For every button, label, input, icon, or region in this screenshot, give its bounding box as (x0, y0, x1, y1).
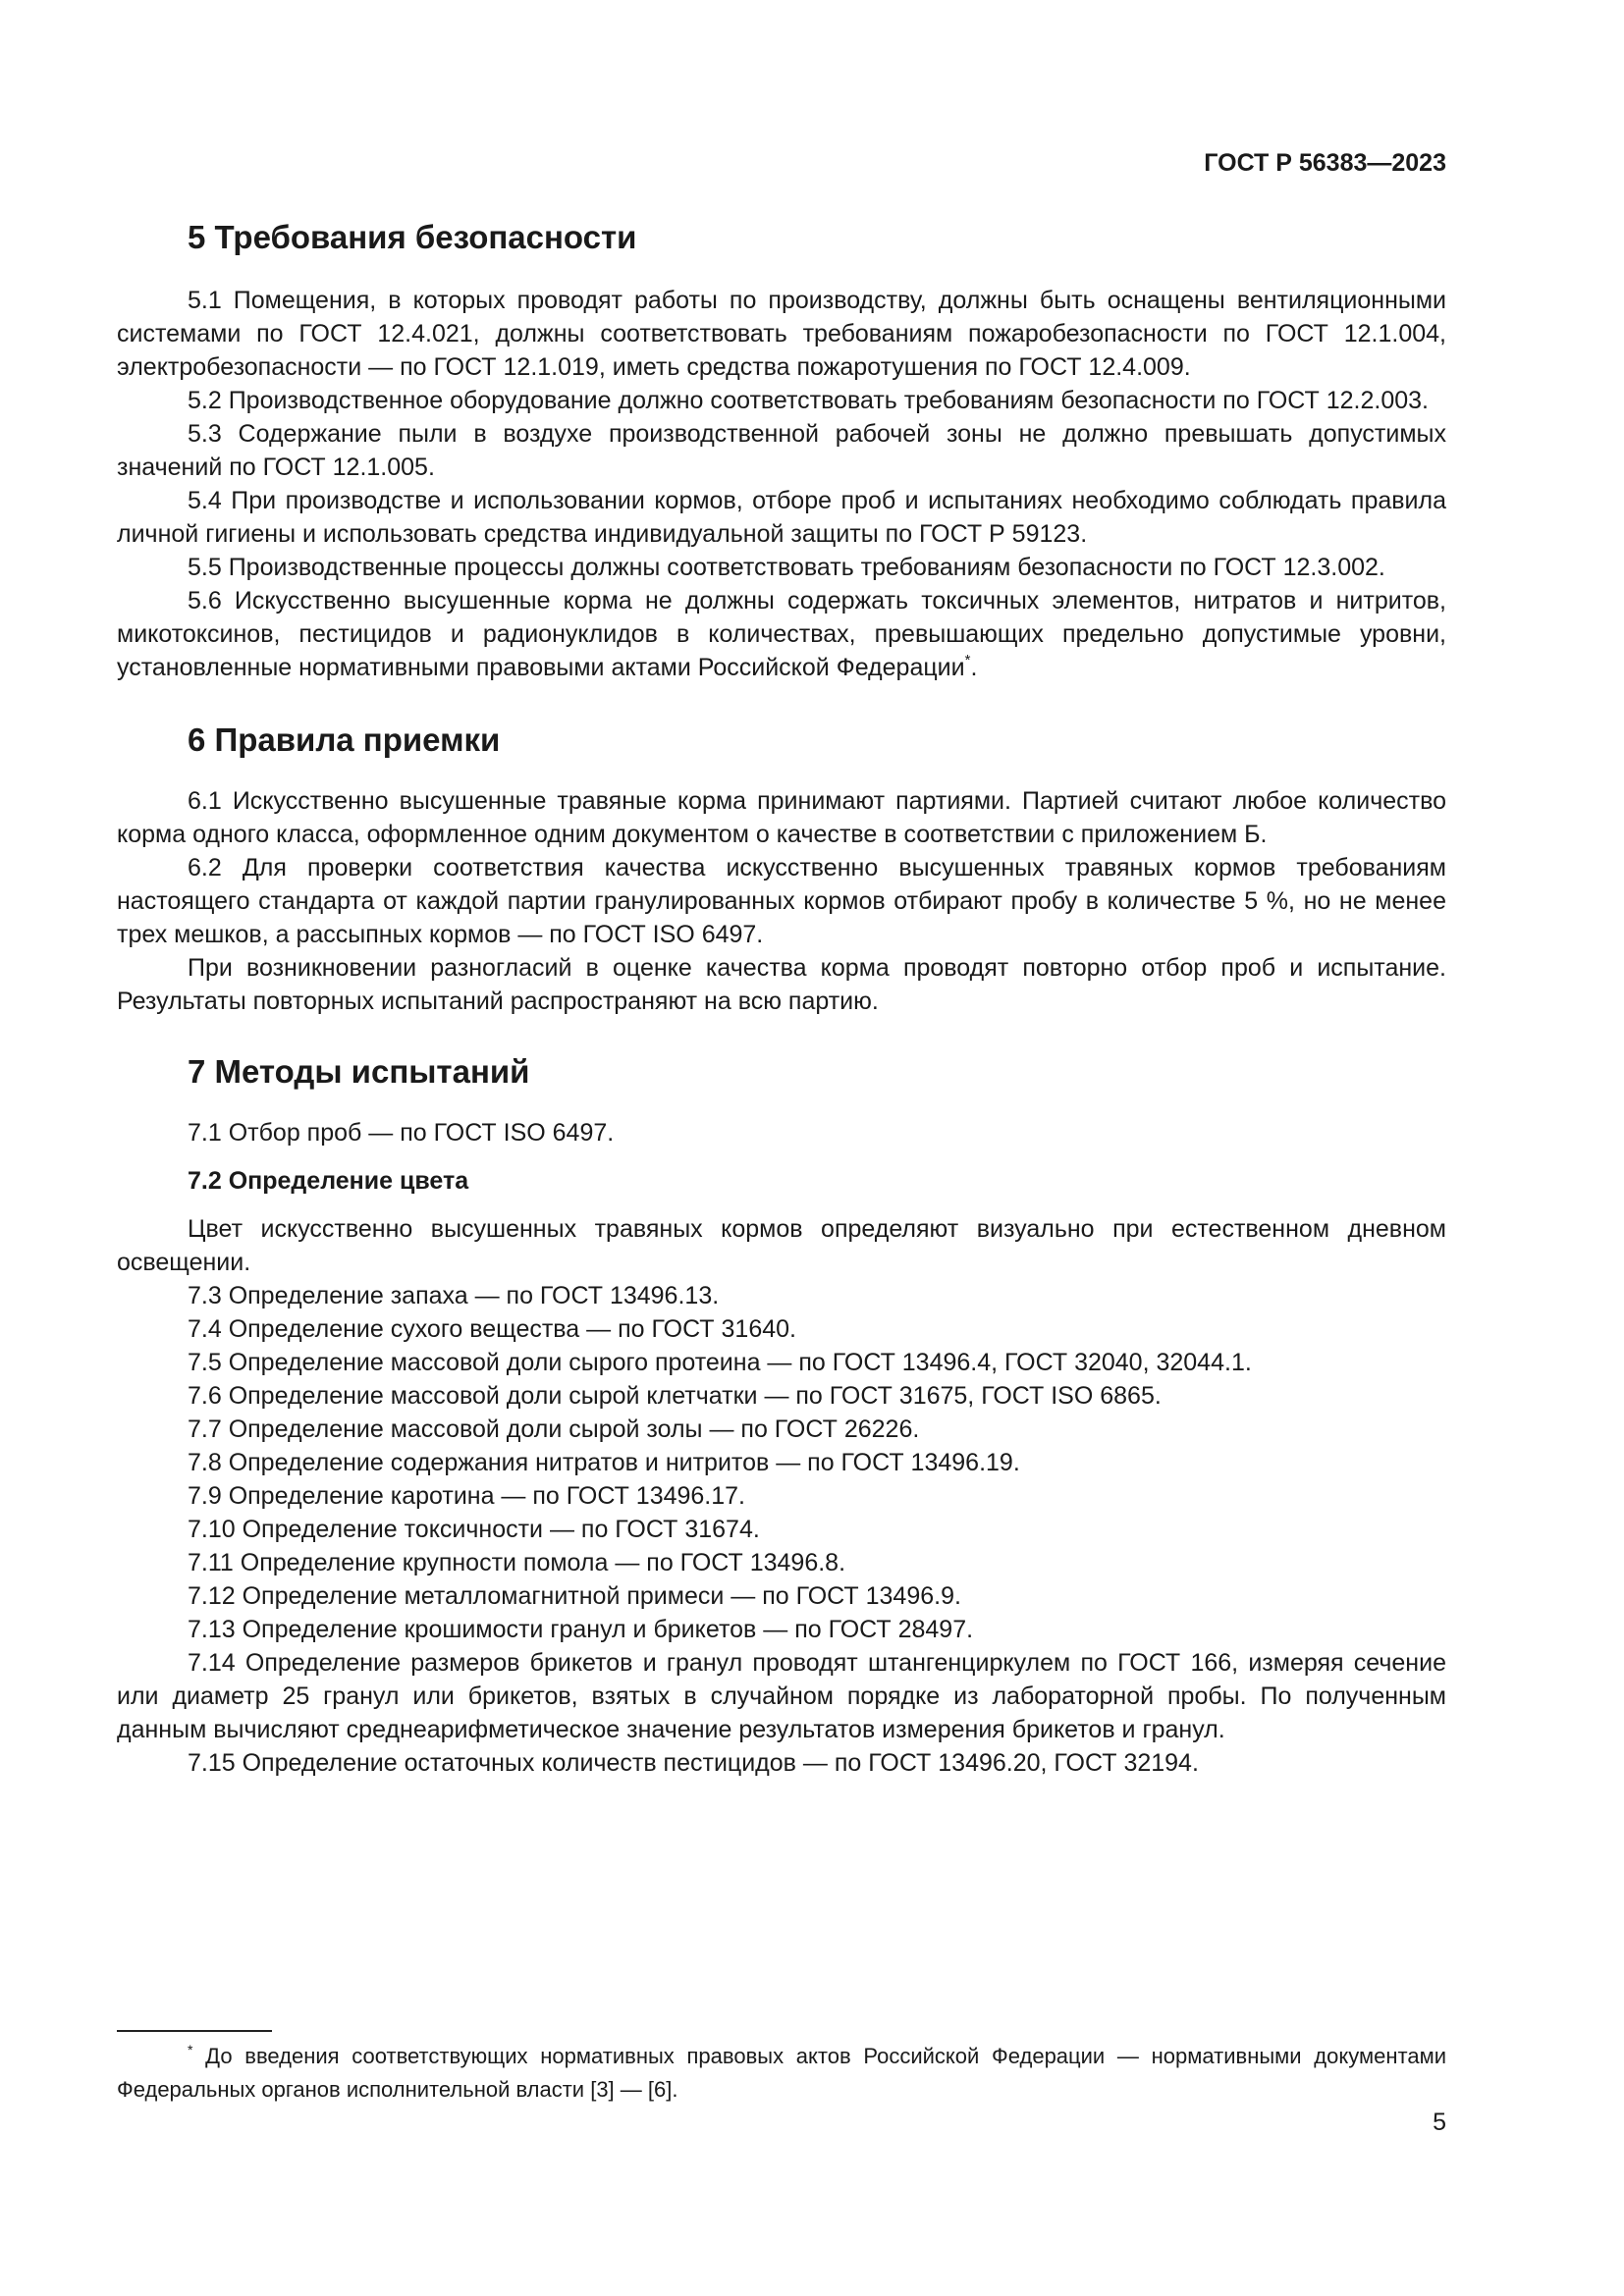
footnote-mark: * (188, 2042, 193, 2057)
footnote-separator (117, 2030, 272, 2032)
clause-5-3: 5.3 Содержание пыли в воздухе производственной рабочей зоны не должно превышать допустимых значений по ГОСТ 12.1.005. (117, 420, 1446, 481)
page-number: 5 (1433, 2109, 1446, 2136)
footnote (117, 2041, 1446, 2105)
clause-5-1: 5.1 Помещения, в которых проводят работы по производству, должны быть оснащены вентиляционными системами по ГОСТ 12.4.021, должны соответствовать требованиям пожаробезопасности по ГОСТ 12.1.004, электробезопасности — по ГОСТ 12.1.019, иметь средства пожаротушения по ГОСТ 12.4.009. (117, 287, 1446, 381)
section-6-title: 6 Правила приемки (188, 721, 501, 758)
clause-7-7: 7.7 Определение массовой доли сырой золы — по ГОСТ 26226. (188, 1415, 920, 1443)
footnote-reference: * (964, 652, 971, 668)
clause-7-2: Цвет искусственно высушенных травяных кормов определяют визуально при естественном дневном освещении. (117, 1215, 1446, 1276)
clause-6-note: При возникновении разногласий в оценке качества корма проводят повторно отбор проб и испытание. Результаты повторных испытаний распространяют на всю партию. (117, 954, 1446, 1015)
clause-6-1: 6.1 Искусственно высушенные травяные корма принимают партиями. Партией считают любое количество корма одного класса, оформленное одним документом о качестве в соответствии с приложением Б. (117, 787, 1446, 848)
clause-7-9: 7.9 Определение каротина — по ГОСТ 13496.17. (188, 1482, 746, 1510)
clause-7-15: 7.15 Определение остаточных количеств пестицидов — по ГОСТ 13496.20, ГОСТ 32194. (188, 1749, 1199, 1777)
clause-7-4: 7.4 Определение сухого вещества — по ГОСТ 31640. (188, 1315, 796, 1343)
clause-5-6 (117, 584, 1446, 688)
clause-5-2: 5.2 Производственное оборудование должно соответствовать требованиям безопасности по ГОСТ 12.2.003. (188, 387, 1429, 414)
page-content (117, 218, 1446, 1780)
section-7-title: 7 Методы испытаний (188, 1053, 530, 1090)
section-5-title: 5 Требования безопасности (188, 219, 637, 255)
clause-7-8: 7.8 Определение содержания нитратов и нитритов — по ГОСТ 13496.19. (188, 1449, 1020, 1476)
subsection-7-2-title: 7.2 Определение цвета (188, 1167, 469, 1195)
clause-7-12: 7.12 Определение металломагнитной примеси — по ГОСТ 13496.9. (188, 1582, 961, 1610)
clause-7-13: 7.13 Определение крошимости гранул и брикетов — по ГОСТ 28497. (188, 1616, 974, 1643)
clause-7-3: 7.3 Определение запаха — по ГОСТ 13496.13. (188, 1282, 720, 1309)
clause-5-6-end: . (970, 654, 978, 681)
clause-5-5: 5.5 Производственные процессы должны соответствовать требованиям безопасности по ГОСТ 12.3.002. (188, 554, 1385, 581)
clause-7-14: 7.14 Определение размеров брикетов и гранул проводят штангенциркулем по ГОСТ 166, измеряя сечение или диаметр 25 гранул или брикетов, взятых в случайном порядке из лабораторной пробы. По полученным данным вычисляют среднеарифметическое значение результатов измерения брикетов и гранул. (117, 1649, 1446, 1743)
clause-5-6-text: 5.6 Искусственно высушенные корма не должны содержать токсичных элементов, нитратов и нитритов, микотоксинов, пестицидов и радионуклидов в количествах, превышающих предельно допустимые уровни, установленные нормативными правовыми актами Российской Федерации (117, 587, 1446, 681)
document-code-header: ГОСТ Р 56383—2023 (1204, 149, 1446, 177)
footnote-text: До введения соответствующих нормативных правовых актов Российской Федерации — нормативными документами Федеральных органов исполнительной власти [3] — [6]. (117, 2044, 1446, 2102)
clause-5-4: 5.4 При производстве и использовании кормов, отборе проб и испытаниях необходимо соблюдать правила личной гигиены и использовать средства индивидуальной защиты по ГОСТ Р 59123. (117, 487, 1446, 548)
clause-7-5: 7.5 Определение массовой доли сырого протеина — по ГОСТ 13496.4, ГОСТ 32040, 32044.1. (188, 1349, 1252, 1376)
clause-7-1: 7.1 Отбор проб — по ГОСТ ISO 6497. (188, 1119, 615, 1147)
clause-7-10: 7.10 Определение токсичности — по ГОСТ 31674. (188, 1516, 760, 1543)
clause-6-2: 6.2 Для проверки соответствия качества искусственно высушенных травяных кормов требованиям настоящего стандарта от каждой партии гранулированных кормов отбирают пробу в количестве 5 %, но не менее трех мешков, а рассыпных кормов — по ГОСТ ISO 6497. (117, 854, 1446, 948)
clause-7-6: 7.6 Определение массовой доли сырой клетчатки — по ГОСТ 31675, ГОСТ ISO 6865. (188, 1382, 1162, 1410)
clause-7-11: 7.11 Определение крупности помола — по ГОСТ 13496.8. (188, 1549, 846, 1576)
